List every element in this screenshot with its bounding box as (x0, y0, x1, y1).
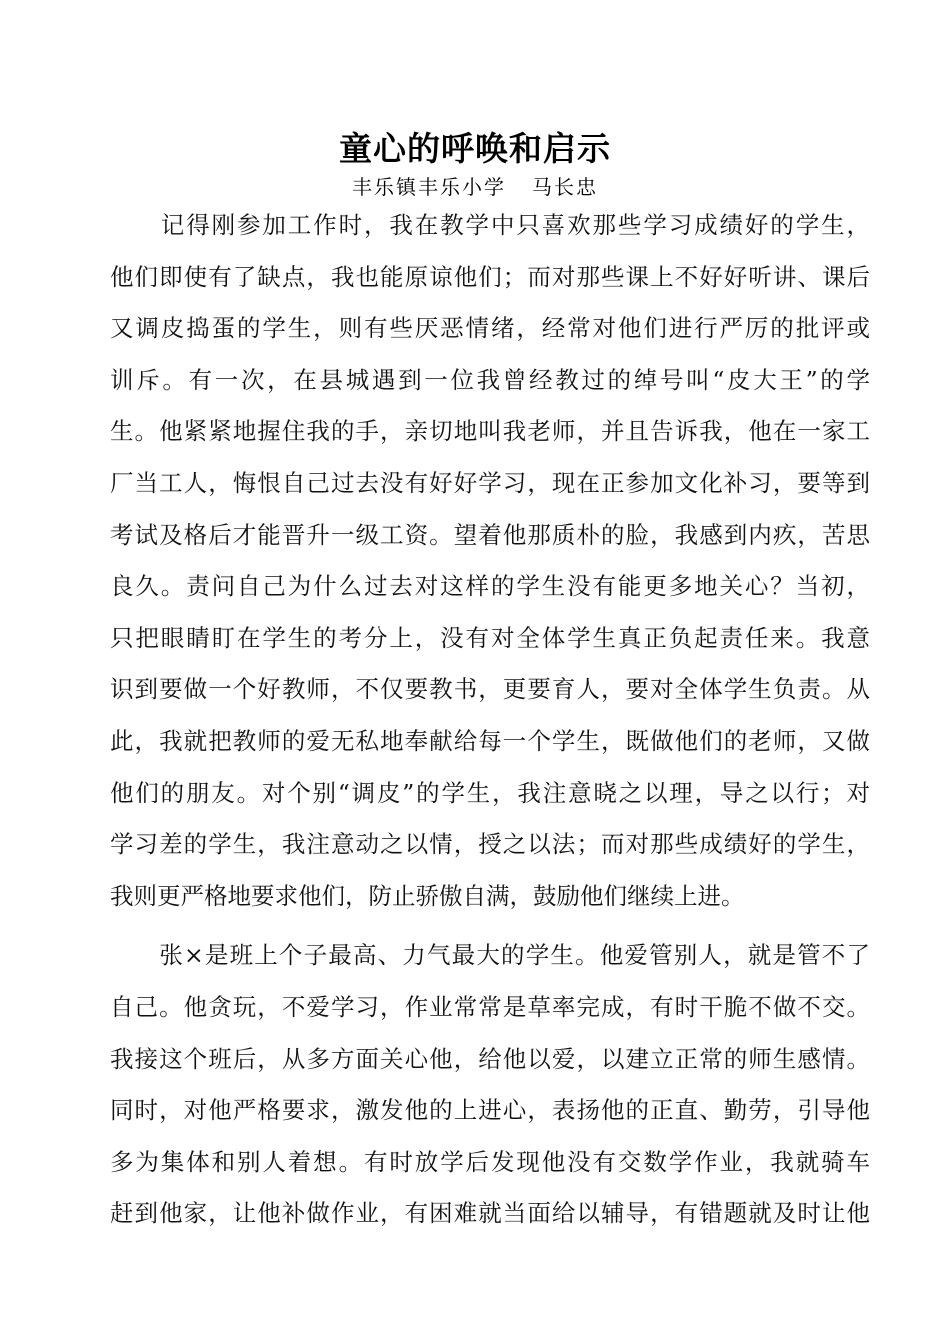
paragraph-line: 记得刚参加工作时，我在教学中只喜欢那些学习成绩好的学生， (110, 211, 870, 239)
paragraph-line: 他们即使有了缺点，我也能原谅他们；而对那些课上不好好听讲、课后 (110, 262, 870, 291)
paragraph-line: 生。他紧紧地握住我的手，亲切地叫我老师，并且告诉我，他在一家工 (110, 417, 870, 446)
paragraph-line: 学习差的学生，我注意动之以情，授之以法；而对那些成绩好的学生， (110, 830, 870, 859)
paragraph-line: 厂当工人，悔恨自己过去没有好好学习，现在正参加文化补习，要等到 (110, 468, 870, 497)
paragraph-line: 又调皮捣蛋的学生，则有些厌恶情绪，经常对他们进行严厉的批评或 (110, 314, 870, 343)
byline-school: 丰乐镇丰乐小学 (352, 175, 506, 199)
paragraph-line: 只把眼睛盯在学生的考分上，没有对全体学生真正负起责任来。我意 (110, 623, 870, 652)
paragraph-line: 识到要做一个好教师，不仅要教书，更要育人，要对全体学生负责。从 (110, 675, 870, 704)
paragraph-1 (110, 200, 870, 922)
paragraph-line: 良久。责问自己为什么过去对这样的学生没有能更多地关心？当初， (110, 572, 870, 601)
document-body (110, 200, 870, 1240)
paragraph-line: 我则更严格地要求他们，防止骄傲自满，鼓励他们继续上进。 (110, 881, 745, 910)
paragraph-2 (110, 930, 870, 1240)
paragraph-line: 此，我就把教师的爱无私地奉献给每一个学生，既做他们的老师，又做 (110, 726, 870, 755)
paragraph-line: 自己。他贪玩，不爱学习，作业常常是草率完成，有时干脆不做不交。 (110, 992, 870, 1021)
paragraph-line: 他们的朋友。对个别“调皮”的学生，我注意晓之以理，导之以行；对 (110, 778, 870, 807)
document-byline (0, 172, 950, 202)
paragraph-line: 赶到他家，让他补做作业，有困难就当面给以辅导，有错题就及时让他 (110, 1199, 870, 1228)
paragraph-line: 考试及格后才能晋升一级工资。望着他那质朴的脸，我感到内疚，苦思 (110, 520, 870, 549)
byline-author: 马长忠 (532, 175, 598, 199)
paragraph-line: 多为集体和别人着想。有时放学后发现他没有交数学作业，我就骑车 (110, 1147, 870, 1176)
paragraph-line: 张×是班上个子最高、力气最大的学生。他爱管别人，就是管不了 (110, 941, 870, 970)
paragraph-line: 训斥。有一次，在县城遇到一位我曾经教过的绰号叫“皮大王”的学 (110, 365, 870, 394)
paragraph-spacer (110, 922, 870, 930)
document-title: 童心的呼唤和启示 (339, 129, 611, 168)
paragraph-line: 我接这个班后，从多方面关心他，给他以爱，以建立正常的师生感情。 (110, 1044, 870, 1073)
paragraph-line: 同时，对他严格要求，激发他的上进心，表扬他的正直、勤劳，引导他 (110, 1096, 870, 1125)
